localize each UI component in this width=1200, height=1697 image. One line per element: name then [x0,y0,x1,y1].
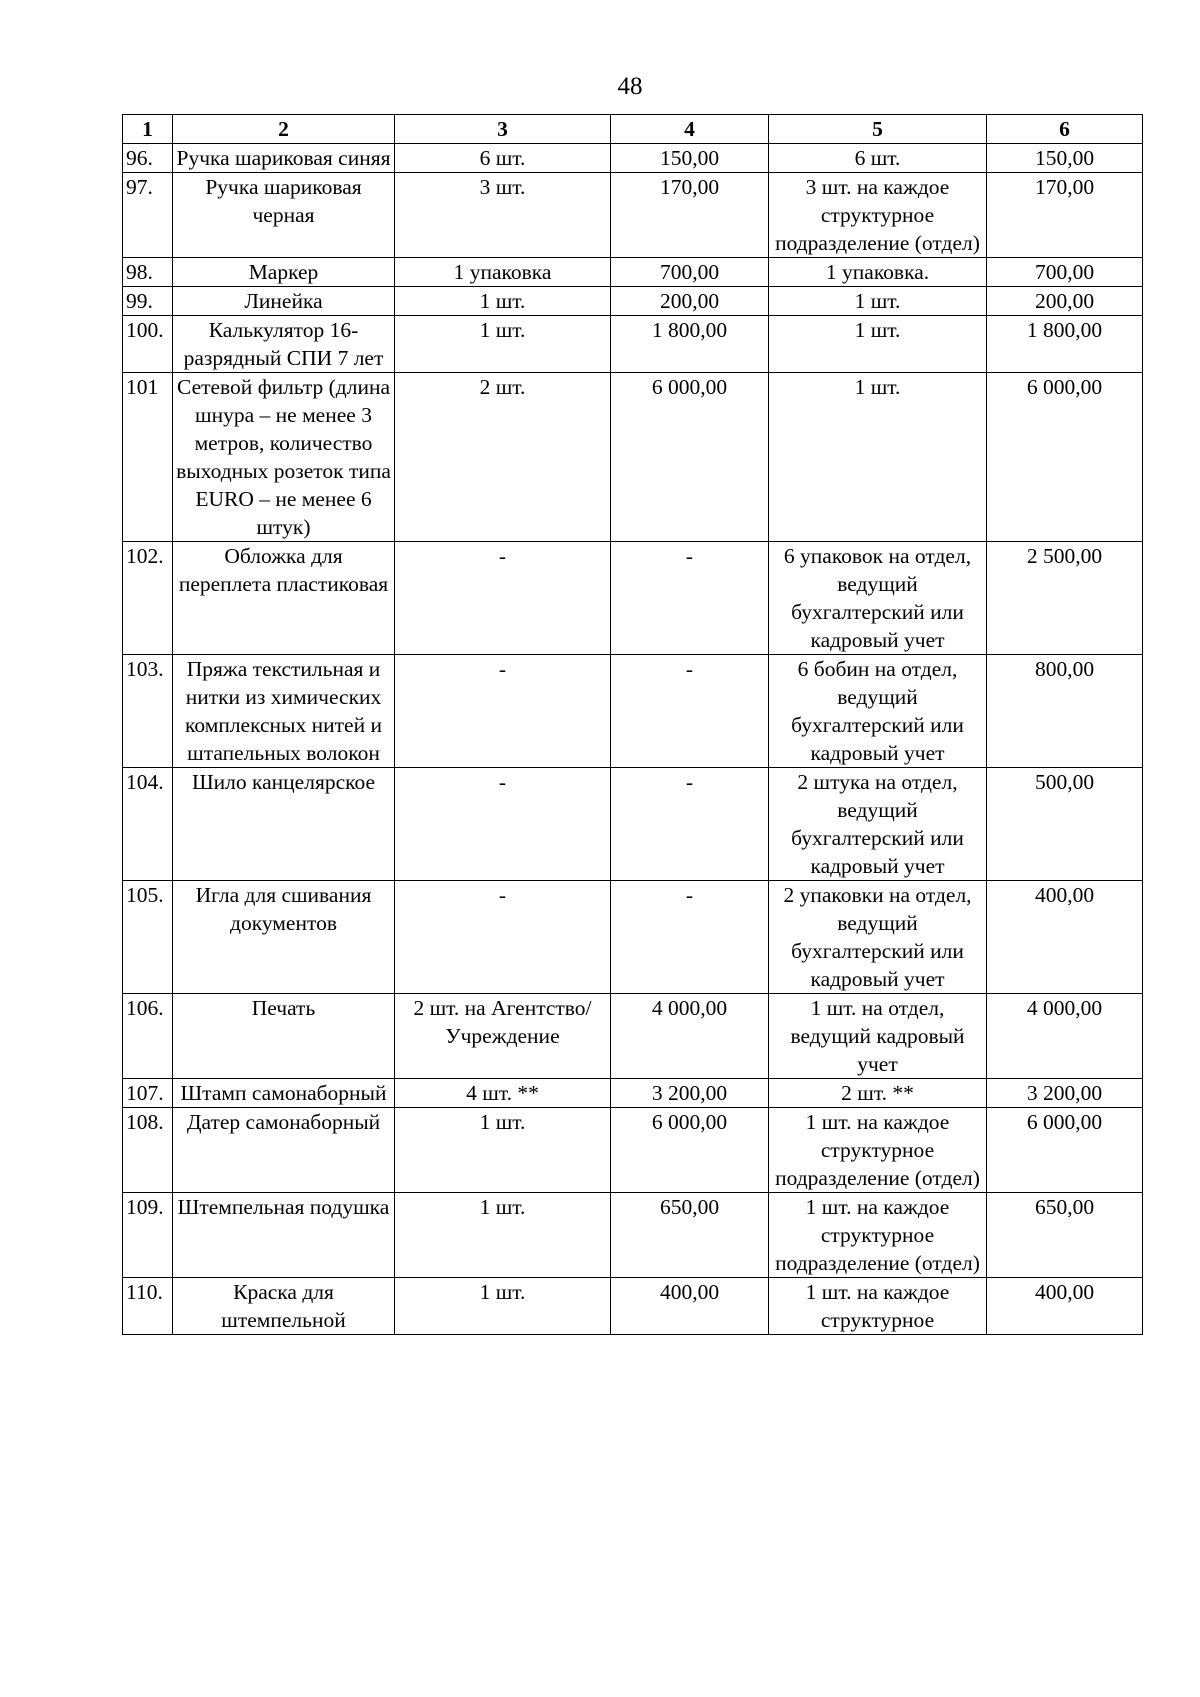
quantity-agency: 1 шт. [395,1108,611,1193]
price-department: 650,00 [987,1193,1143,1278]
quantity-agency: 2 шт. [395,373,611,542]
item-name: Маркер [173,258,395,287]
table-row [123,1278,1143,1335]
quantity-department: 1 шт. [769,373,987,542]
price-department: 400,00 [987,881,1143,994]
price-department: 200,00 [987,287,1143,316]
quantity-agency: 6 шт. [395,144,611,173]
item-name: Сетевой фильтр (длина шнура – не менее 3 метров, количество выходных розеток типа EURO – не менее 6 штук) [173,373,395,542]
item-name: Штемпельная подушка [173,1193,395,1278]
page-number: 48 [617,73,643,100]
header-cell: 5 [769,115,987,144]
row-number: 110. [123,1278,173,1335]
row-number: 102. [123,542,173,655]
quantity-agency: - [395,655,611,768]
quantity-department: 1 упаковка. [769,258,987,287]
price-agency: 700,00 [611,258,769,287]
price-agency: - [611,655,769,768]
row-number: 108. [123,1108,173,1193]
price-agency: 6 000,00 [611,373,769,542]
quantity-agency: 1 шт. [395,1193,611,1278]
item-name: Краска для штемпельной [173,1278,395,1335]
table-header-row [123,115,1143,144]
row-number: 104. [123,768,173,881]
quantity-department: 1 шт. на каждое структурное подразделение (отдел) [769,1193,987,1278]
price-agency: 400,00 [611,1278,769,1335]
header-cell: 2 [173,115,395,144]
price-agency: 6 000,00 [611,1108,769,1193]
row-number: 98. [123,258,173,287]
table-row [123,173,1143,258]
quantity-agency: - [395,881,611,994]
table-row [123,994,1143,1079]
item-name: Датер самонаборный [173,1108,395,1193]
row-number: 100. [123,316,173,373]
quantity-department: 2 упаковки на отдел, ведущий бухгалтерский или кадровый учет [769,881,987,994]
item-name: Печать [173,994,395,1079]
quantity-department: 1 шт. на каждое структурное подразделение (отдел) [769,1108,987,1193]
quantity-department: 3 шт. на каждое структурное подразделение (отдел) [769,173,987,258]
table-row [123,881,1143,994]
item-name: Игла для сшивания документов [173,881,395,994]
price-department: 170,00 [987,173,1143,258]
item-name: Шило канцелярское [173,768,395,881]
row-number: 106. [123,994,173,1079]
price-department: 3 200,00 [987,1079,1143,1108]
quantity-department: 2 шт. ** [769,1079,987,1108]
price-agency: 150,00 [611,144,769,173]
row-number: 105. [123,881,173,994]
price-department: 6 000,00 [987,1108,1143,1193]
item-name: Пряжа текстильная и нитки из химических комплексных нитей и штапельных волокон [173,655,395,768]
table-row [123,1079,1143,1108]
table-row [123,1108,1143,1193]
row-number: 96. [123,144,173,173]
table-row [123,542,1143,655]
quantity-department: 1 шт. на каждое структурное [769,1278,987,1335]
table-row [123,373,1143,542]
quantity-agency: - [395,768,611,881]
item-name: Ручка шариковая синяя [173,144,395,173]
header-cell: 1 [123,115,173,144]
price-agency: - [611,881,769,994]
price-department: 800,00 [987,655,1143,768]
quantity-department: 1 шт. [769,287,987,316]
price-agency: - [611,768,769,881]
quantity-department: 2 штука на отдел, ведущий бухгалтерский или кадровый учет [769,768,987,881]
quantity-department: 1 шт. [769,316,987,373]
price-agency: 200,00 [611,287,769,316]
quantity-agency: 3 шт. [395,173,611,258]
table-row [123,655,1143,768]
price-agency: 170,00 [611,173,769,258]
price-department: 500,00 [987,768,1143,881]
row-number: 101 [123,373,173,542]
row-number: 109. [123,1193,173,1278]
quantity-agency: - [395,542,611,655]
table-row [123,768,1143,881]
price-department: 1 800,00 [987,316,1143,373]
price-department: 150,00 [987,144,1143,173]
price-department: 700,00 [987,258,1143,287]
row-number: 99. [123,287,173,316]
price-department: 2 500,00 [987,542,1143,655]
item-name: Обложка для переплета пластиковая [173,542,395,655]
quantity-department: 6 упаковок на отдел, ведущий бухгалтерский или кадровый учет [769,542,987,655]
header-cell: 6 [987,115,1143,144]
price-department: 6 000,00 [987,373,1143,542]
quantity-agency: 1 шт. [395,287,611,316]
price-department: 4 000,00 [987,994,1143,1079]
price-agency: 1 800,00 [611,316,769,373]
table-row [123,144,1143,173]
table-row [123,258,1143,287]
item-name: Линейка [173,287,395,316]
row-number: 107. [123,1079,173,1108]
table-row [123,287,1143,316]
price-agency: - [611,542,769,655]
price-agency: 4 000,00 [611,994,769,1079]
quantity-department: 1 шт. на отдел, ведущий кадровый учет [769,994,987,1079]
row-number: 97. [123,173,173,258]
norms-table [122,114,1143,1335]
table-row [123,316,1143,373]
table-row [123,1193,1143,1278]
price-department: 400,00 [987,1278,1143,1335]
quantity-agency: 4 шт. ** [395,1079,611,1108]
quantity-agency: 1 шт. [395,316,611,373]
header-cell: 3 [395,115,611,144]
item-name: Калькулятор 16-разрядный СПИ 7 лет [173,316,395,373]
row-number: 103. [123,655,173,768]
quantity-department: 6 шт. [769,144,987,173]
price-agency: 3 200,00 [611,1079,769,1108]
quantity-agency: 1 упаковка [395,258,611,287]
price-agency: 650,00 [611,1193,769,1278]
header-cell: 4 [611,115,769,144]
quantity-department: 6 бобин на отдел, ведущий бухгалтерский или кадровый учет [769,655,987,768]
item-name: Ручка шариковая черная [173,173,395,258]
quantity-agency: 1 шт. [395,1278,611,1335]
quantity-agency: 2 шт. на Агентство/ Учреждение [395,994,611,1079]
item-name: Штамп самонаборный [173,1079,395,1108]
